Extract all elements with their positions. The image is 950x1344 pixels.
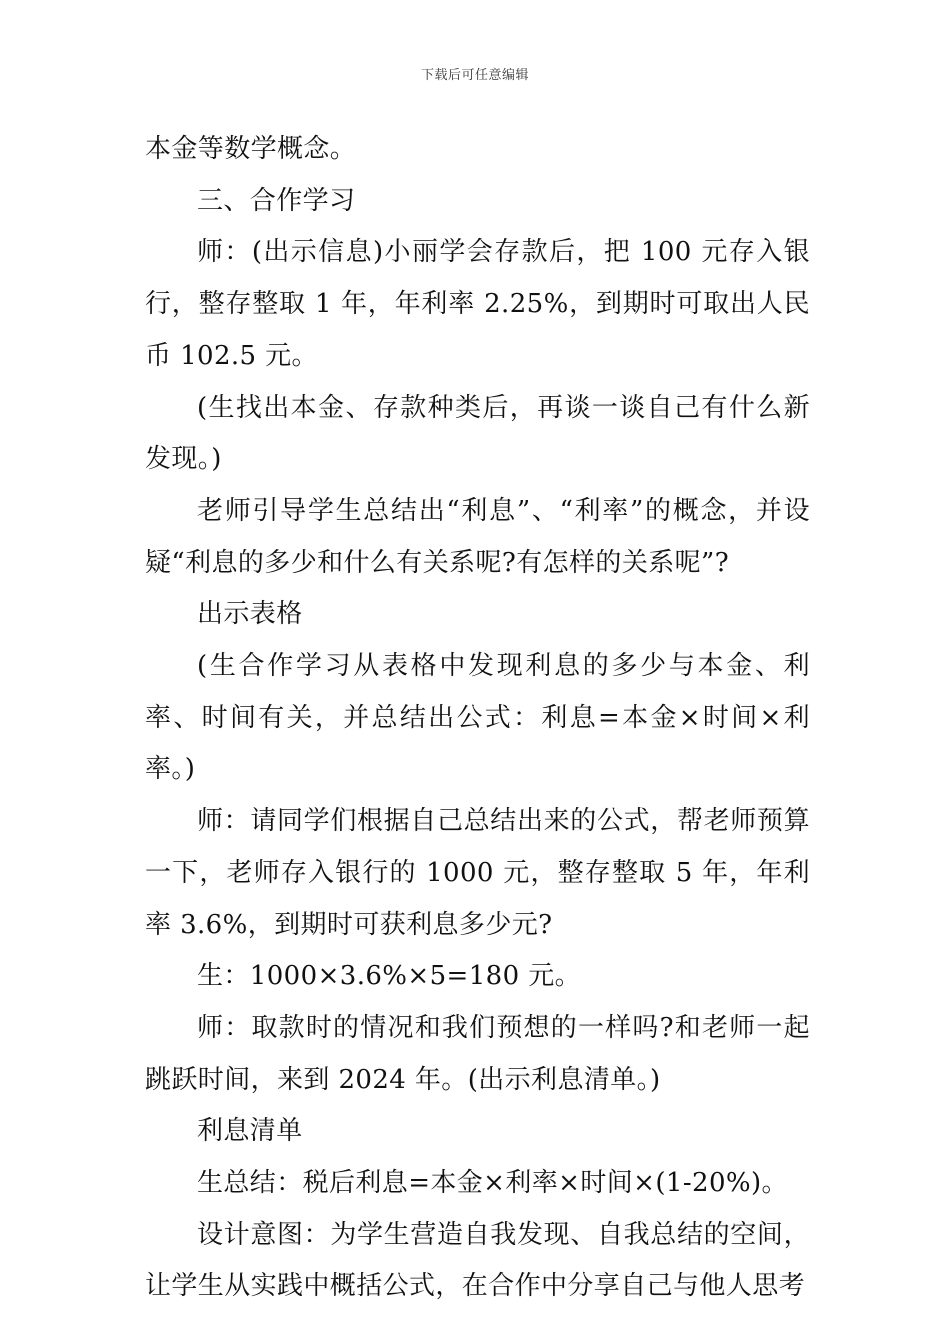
section-heading-cooperative-learning: 三、合作学习: [197, 185, 356, 216]
paragraph-10: 师：取款时的情况和我们预想的一样吗?和老师一起跳跃时间，来到 2024 年。(出示利息清单。): [145, 1012, 810, 1095]
paragraph-1: 本金等数学概念。: [145, 134, 357, 164]
paragraph-3: 师：(出示信息)小丽学会存款后，把 100 元存入银行，整存整取 1 年，年利率 2.25%，到期时可取出人民币 102.5 元。: [145, 237, 810, 371]
page-header-note: 下载后可任意编辑: [420, 68, 529, 83]
paragraph-12: 生总结：税后利息=本金×利率×时间×(1-20%)。: [197, 1168, 788, 1199]
paragraph-9: 生：1000×3.6%×5=180 元。: [197, 961, 582, 992]
paragraph-show-table: 出示表格: [197, 599, 303, 630]
paragraph-7: (生合作学习从表格中发现利息的多少与本金、利率、时间有关，并总结出公式：利息=本金×时间×利率。): [145, 651, 810, 785]
paragraph-4: (生找出本金、存款种类后，再谈一谈自己有什么新发现。): [145, 392, 810, 475]
paragraph-8: 师：请同学们根据自己总结出来的公式，帮老师预算一下，老师存入银行的 1000 元，整存整取 5 年，年利率 3.6%，到期时可获利息多少元?: [145, 806, 810, 940]
document-body: [145, 124, 810, 1313]
paragraph-interest-list: 利息清单: [197, 1116, 303, 1147]
paragraph-design-intent: 设计意图：为学生营造自我发现、自我总结的空间，让学生从实践中概括公式，在合作中分享自己与他人思考: [145, 1219, 810, 1302]
paragraph-5: 老师引导学生总结出“利息”、“利率”的概念，并设疑“利息的多少和什么有关系呢?有怎样的关系呢”?: [145, 495, 810, 578]
